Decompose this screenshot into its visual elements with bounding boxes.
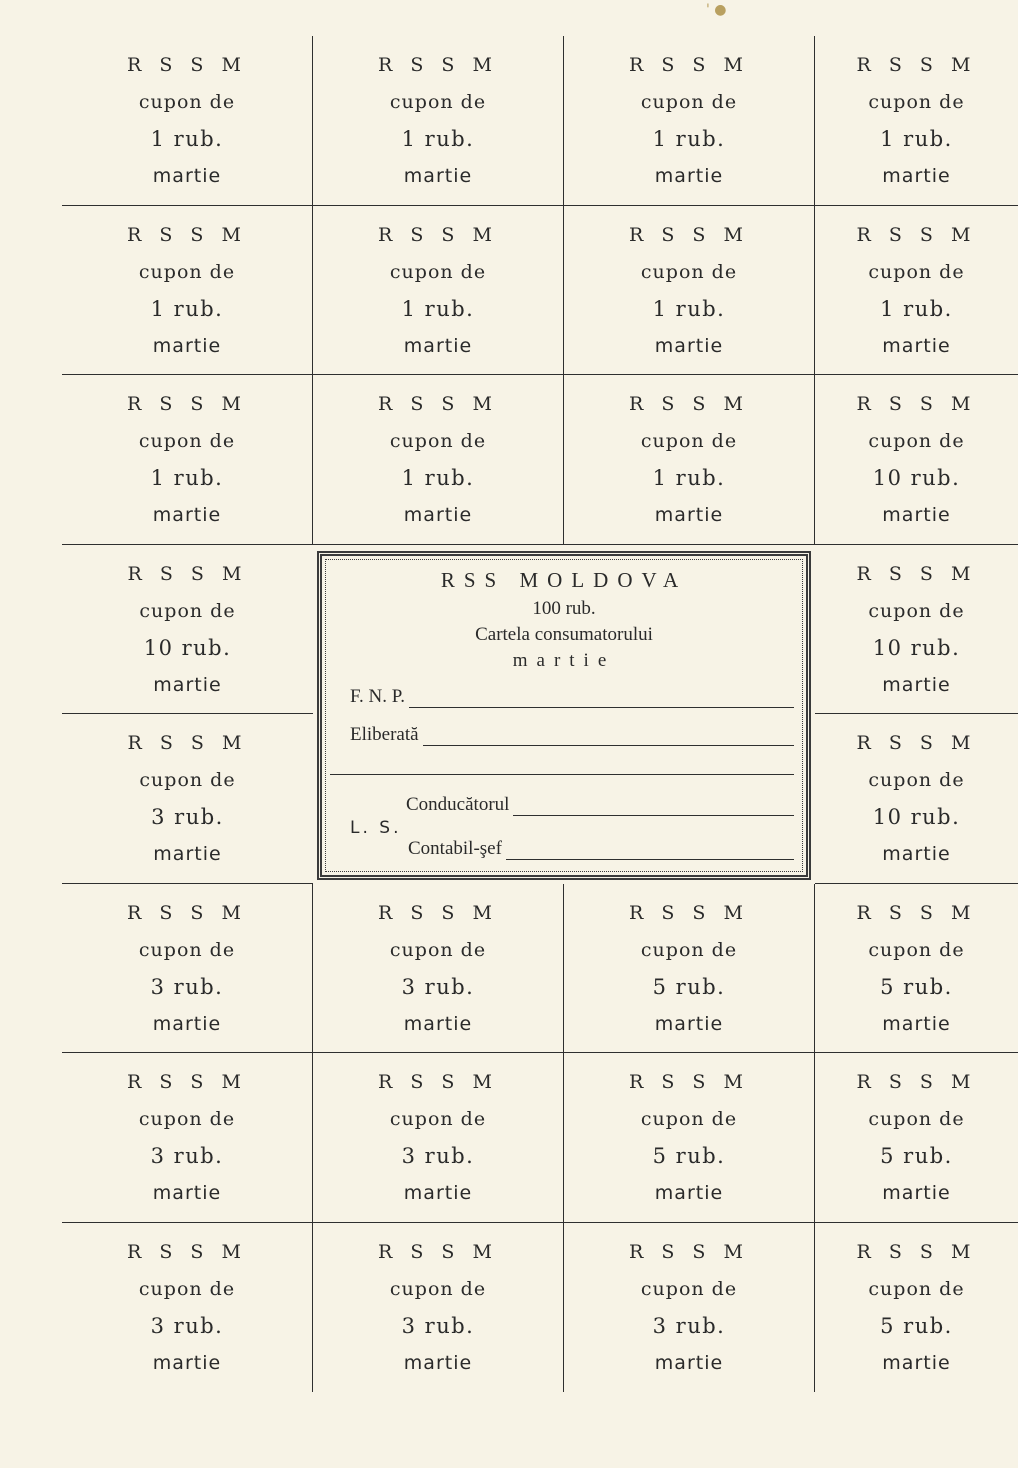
coupon-cell[interactable]: [62, 36, 313, 206]
coupon-month: martie: [152, 334, 222, 357]
coupon-value: 3 rub.: [401, 974, 475, 999]
coupon-value: 1 rub.: [150, 127, 224, 152]
coupon-cell[interactable]: [313, 884, 564, 1054]
coupon-month: martie: [403, 1352, 473, 1375]
coupon-label: cupon de: [640, 938, 738, 961]
coupon-cell[interactable]: [815, 1223, 1018, 1393]
coupon-month: martie: [152, 1012, 222, 1035]
coupon-header: R S S M: [856, 901, 977, 924]
coupon-header: R S S M: [856, 732, 977, 755]
director-label: Conducătorul: [406, 793, 510, 815]
coupon-cell[interactable]: [815, 1053, 1018, 1223]
coupon-label: cupon de: [868, 1108, 965, 1131]
coupon-header: R S S M: [856, 562, 977, 585]
coupon-header: R S S M: [856, 1071, 977, 1094]
coupon-header: R S S M: [629, 1241, 749, 1264]
coupon-cell[interactable]: [815, 206, 1018, 376]
coupon-value: 10 rub.: [872, 466, 961, 491]
coupon-label: cupon de: [868, 430, 965, 453]
issued-fill-line[interactable]: [423, 731, 794, 746]
coupon-cell[interactable]: [62, 375, 313, 545]
coupon-value: 3 rub.: [150, 974, 224, 999]
coupon-cell[interactable]: [564, 36, 815, 206]
coupon-month: martie: [882, 165, 951, 188]
coupon-value: 3 rub.: [151, 805, 224, 830]
ls-label: L. S.: [350, 817, 402, 838]
coupon-value: 1 rub.: [652, 296, 726, 321]
coupon-header: R S S M: [127, 732, 248, 755]
coupon-header: R S S M: [127, 223, 247, 246]
coupon-header: R S S M: [127, 1071, 247, 1094]
coupon-value: 5 rub.: [880, 974, 953, 999]
coupon-label: cupon de: [868, 769, 965, 792]
issued-row: [350, 724, 794, 746]
coupon-cell[interactable]: [564, 206, 815, 376]
fnp-label: F. N. P.: [350, 685, 405, 707]
coupon-label: cupon de: [138, 1108, 236, 1131]
coupon-month: martie: [654, 1182, 724, 1205]
coupon-header: R S S M: [629, 54, 749, 77]
coupon-value: 1 rub.: [880, 296, 953, 321]
coupon-month: martie: [403, 1182, 473, 1205]
card-title: RSS MOLDOVA: [440, 567, 688, 592]
coupon-value: 3 rub.: [150, 1314, 224, 1339]
coupon-label: cupon de: [138, 1278, 236, 1301]
coupon-month: martie: [152, 165, 222, 188]
coupon-header: R S S M: [856, 1241, 977, 1264]
coupon-month: martie: [152, 1352, 222, 1375]
coupon-cell[interactable]: [313, 1053, 564, 1223]
coupon-value: 5 rub.: [652, 1144, 726, 1169]
coupon-month: martie: [654, 165, 724, 188]
coupon-value: 10 rub.: [143, 635, 232, 660]
coupon-value: 1 rub.: [401, 296, 475, 321]
coupon-value: 1 rub.: [401, 466, 475, 491]
coupon-label: cupon de: [138, 91, 236, 114]
coupon-header: R S S M: [127, 901, 247, 924]
coupon-cell[interactable]: [62, 1223, 313, 1393]
coupon-label: cupon de: [868, 1278, 965, 1301]
coupon-cell[interactable]: [313, 36, 564, 206]
coupon-month: martie: [882, 1012, 951, 1035]
coupon-value: 1 rub.: [150, 466, 224, 491]
coupon-label: cupon de: [868, 599, 965, 622]
coupon-header: R S S M: [378, 393, 498, 416]
card-type: Cartela consumatorului: [475, 623, 653, 645]
coupon-month: martie: [654, 504, 724, 527]
fnp-row: [350, 686, 794, 708]
coupon-label: cupon de: [389, 1108, 487, 1131]
coupon-header: R S S M: [378, 901, 498, 924]
coupon-label: cupon de: [139, 599, 236, 622]
coupon-header: R S S M: [127, 393, 247, 416]
coupon-cell[interactable]: [564, 375, 815, 545]
coupon-cell[interactable]: [62, 884, 313, 1054]
coupon-label: cupon de: [640, 91, 738, 114]
coupon-cell[interactable]: [815, 884, 1018, 1054]
accountant-label: Contabil-şef: [408, 837, 502, 859]
coupon-label: cupon de: [640, 430, 738, 453]
coupon-month: martie: [882, 334, 951, 357]
coupon-value: 1 rub.: [652, 127, 726, 152]
coupon-label: cupon de: [640, 260, 738, 283]
director-signature-line[interactable]: [513, 801, 794, 816]
coupon-month: martie: [882, 504, 951, 527]
coupon-header: R S S M: [378, 1241, 498, 1264]
coupon-label: cupon de: [138, 938, 236, 961]
coupon-cell[interactable]: [564, 1053, 815, 1223]
coupon-header: R S S M: [629, 393, 749, 416]
coupon-label: cupon de: [389, 938, 487, 961]
coupon-value: 3 rub.: [652, 1314, 726, 1339]
coupon-header: R S S M: [127, 1241, 247, 1264]
coupon-header: R S S M: [856, 393, 977, 416]
coupon-value: 3 rub.: [150, 1144, 224, 1169]
card-amount: 100 rub.: [532, 597, 596, 619]
coupon-month: martie: [152, 504, 222, 527]
coupon-label: cupon de: [138, 430, 236, 453]
coupon-month: martie: [882, 1182, 951, 1205]
coupon-value: 3 rub.: [401, 1144, 475, 1169]
coupon-header: R S S M: [856, 54, 977, 77]
fnp-fill-line[interactable]: [409, 693, 794, 708]
coupon-cell[interactable]: [815, 375, 1018, 545]
accountant-row: [408, 838, 794, 860]
coupon-label: cupon de: [868, 260, 965, 283]
coupon-month: martie: [654, 334, 724, 357]
coupon-label: cupon de: [868, 938, 965, 961]
coupon-month: martie: [403, 334, 473, 357]
coupon-month: martie: [882, 843, 951, 866]
director-row: [406, 794, 794, 816]
coupon-value: 5 rub.: [652, 974, 726, 999]
coupon-label: cupon de: [868, 91, 965, 114]
coupon-value: 5 rub.: [880, 1314, 953, 1339]
coupon-label: cupon de: [389, 430, 487, 453]
coupon-value: 1 rub.: [652, 466, 726, 491]
coupon-value: 1 rub.: [150, 296, 224, 321]
coupon-month: martie: [403, 165, 473, 188]
coupon-cell[interactable]: [815, 36, 1018, 206]
coupon-header: R S S M: [378, 1071, 498, 1094]
coupon-month: martie: [153, 843, 222, 866]
coupon-value: 10 rub.: [872, 635, 961, 660]
accountant-signature-line[interactable]: [506, 845, 794, 860]
consumer-card-panel: [317, 551, 811, 880]
coupon-month: martie: [882, 1352, 951, 1375]
coupon-header: R S S M: [629, 1071, 749, 1094]
coupon-cell[interactable]: [313, 1223, 564, 1393]
coupon-label: cupon de: [389, 260, 487, 283]
coupon-month: martie: [403, 504, 473, 527]
coupon-label: cupon de: [640, 1108, 738, 1131]
printing-mark: ' ●: [706, 2, 727, 18]
coupon-cell[interactable]: [815, 714, 1018, 884]
coupon-cell[interactable]: [62, 1053, 313, 1223]
coupon-value: 3 rub.: [401, 1314, 475, 1339]
coupon-label: cupon de: [640, 1278, 738, 1301]
coupon-value: 1 rub.: [401, 127, 475, 152]
coupon-header: R S S M: [127, 54, 247, 77]
coupon-cell[interactable]: [564, 1223, 815, 1393]
coupon-header: R S S M: [378, 54, 498, 77]
coupon-label: cupon de: [389, 91, 487, 114]
coupon-header: R S S M: [856, 223, 977, 246]
coupon-month: martie: [654, 1352, 724, 1375]
coupon-label: cupon de: [138, 260, 236, 283]
coupon-label: cupon de: [139, 769, 236, 792]
coupon-label: cupon de: [389, 1278, 487, 1301]
coupon-header: R S S M: [127, 562, 248, 585]
coupon-month: martie: [152, 1182, 222, 1205]
coupon-cell[interactable]: [62, 545, 313, 715]
coupon-cell[interactable]: [62, 714, 313, 884]
coupon-header: R S S M: [629, 223, 749, 246]
coupon-cell[interactable]: [815, 545, 1018, 715]
coupon-header: R S S M: [629, 901, 749, 924]
coupon-month: martie: [654, 1012, 724, 1035]
coupon-month: martie: [153, 673, 222, 696]
coupon-value: 10 rub.: [872, 805, 961, 830]
card-month: martie: [512, 649, 616, 671]
coupon-cell[interactable]: [564, 884, 815, 1054]
coupon-grid: [62, 36, 1018, 1392]
coupon-header: R S S M: [378, 223, 498, 246]
coupon-cell[interactable]: [313, 206, 564, 376]
coupon-value: 1 rub.: [880, 127, 953, 152]
blank-line: [330, 774, 794, 775]
coupon-month: martie: [882, 673, 951, 696]
coupon-value: 5 rub.: [880, 1144, 953, 1169]
coupon-cell[interactable]: [313, 375, 564, 545]
coupon-month: martie: [403, 1012, 473, 1035]
issued-label: Eliberată: [350, 723, 419, 745]
coupon-cell[interactable]: [62, 206, 313, 376]
